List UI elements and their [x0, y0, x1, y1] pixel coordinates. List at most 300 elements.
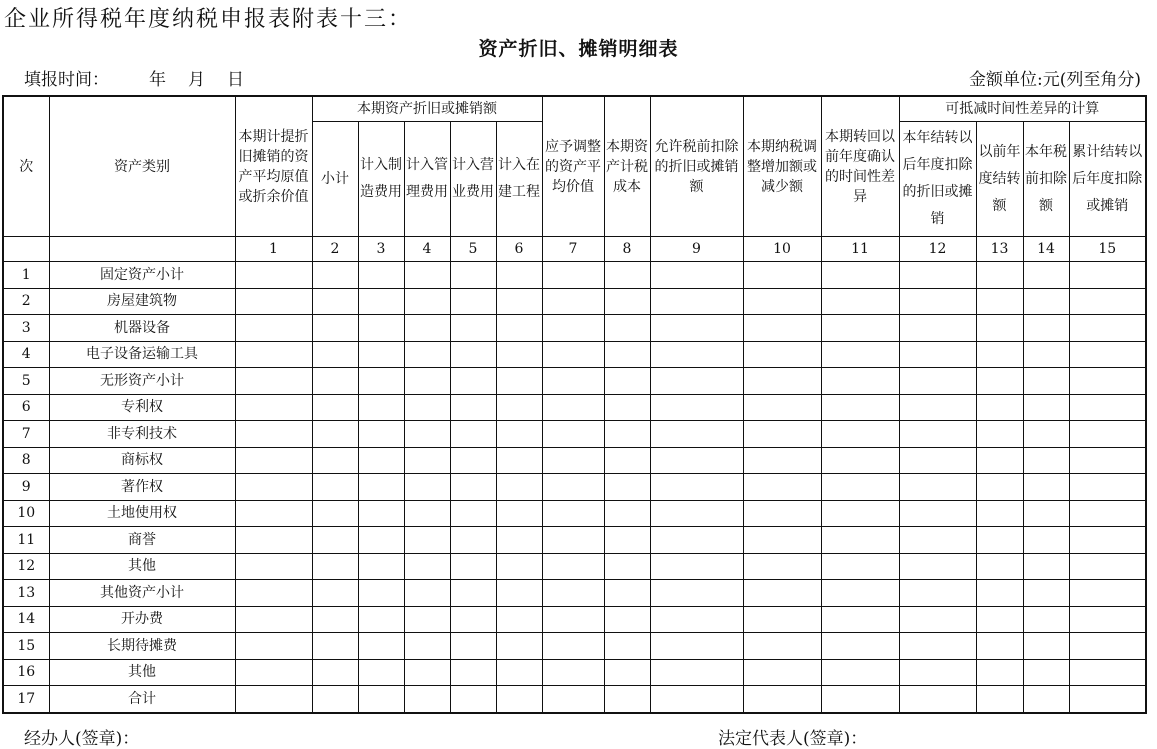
header-col-14: 本年税前扣除额 [1023, 122, 1069, 237]
amount-cell[interactable] [821, 659, 899, 686]
amount-cell[interactable] [496, 474, 542, 501]
amount-cell[interactable] [496, 633, 542, 660]
amount-cell[interactable] [976, 262, 1023, 289]
amount-cell[interactable] [1069, 553, 1146, 580]
amount-cell[interactable] [450, 341, 496, 368]
amount-cell[interactable] [312, 421, 358, 448]
amount-cell[interactable] [1023, 341, 1069, 368]
amount-cell[interactable] [235, 341, 312, 368]
row-number: 12 [3, 553, 49, 580]
amount-cell[interactable] [235, 288, 312, 315]
amount-cell[interactable] [976, 315, 1023, 342]
amount-cell[interactable] [235, 315, 312, 342]
amount-cell[interactable] [235, 474, 312, 501]
amount-cell[interactable] [496, 686, 542, 713]
amount-cell[interactable] [604, 474, 650, 501]
amount-cell[interactable] [235, 527, 312, 554]
amount-cell[interactable] [1069, 394, 1146, 421]
amount-cell[interactable] [358, 606, 404, 633]
amount-cell[interactable] [358, 686, 404, 713]
amount-cell[interactable] [1023, 447, 1069, 474]
amount-cell[interactable] [743, 500, 821, 527]
table-row [3, 606, 1146, 633]
amount-cell[interactable] [1069, 686, 1146, 713]
amount-cell[interactable] [604, 368, 650, 395]
amount-cell[interactable] [821, 527, 899, 554]
amount-cell[interactable] [404, 659, 450, 686]
amount-cell[interactable] [899, 633, 976, 660]
amount-cell[interactable] [404, 447, 450, 474]
amount-cell[interactable] [743, 447, 821, 474]
amount-cell[interactable] [450, 394, 496, 421]
amount-cell[interactable] [1069, 474, 1146, 501]
amount-cell[interactable] [404, 580, 450, 607]
amount-cell[interactable] [899, 686, 976, 713]
amount-cell[interactable] [821, 394, 899, 421]
amount-cell[interactable] [235, 500, 312, 527]
amount-cell[interactable] [899, 368, 976, 395]
amount-cell[interactable] [650, 686, 743, 713]
amount-cell[interactable] [604, 394, 650, 421]
amount-cell[interactable] [235, 686, 312, 713]
header-col-10: 本期纳税调整增加额或减少额 [743, 96, 821, 237]
table-row [3, 659, 1146, 686]
amount-cell[interactable] [404, 500, 450, 527]
header-col-9: 允许税前扣除的折旧或摊销额 [650, 96, 743, 237]
amount-cell[interactable] [743, 394, 821, 421]
amount-cell[interactable] [312, 527, 358, 554]
amount-cell[interactable] [312, 394, 358, 421]
amount-cell[interactable] [821, 500, 899, 527]
column-number: 15 [1069, 237, 1146, 262]
amount-cell[interactable] [1069, 606, 1146, 633]
amount-cell[interactable] [604, 421, 650, 448]
amount-cell[interactable] [235, 368, 312, 395]
amount-cell[interactable] [450, 500, 496, 527]
amount-cell[interactable] [450, 474, 496, 501]
amount-cell[interactable] [358, 474, 404, 501]
amount-cell[interactable] [976, 606, 1023, 633]
row-number: 10 [3, 500, 49, 527]
asset-category: 电子设备运输工具 [49, 341, 235, 368]
amount-cell[interactable] [743, 606, 821, 633]
amount-cell[interactable] [604, 288, 650, 315]
amount-cell[interactable] [899, 527, 976, 554]
blank-cell [49, 237, 235, 262]
amount-cell[interactable] [976, 368, 1023, 395]
amount-cell[interactable] [450, 527, 496, 554]
amount-cell[interactable] [821, 288, 899, 315]
amount-cell[interactable] [542, 500, 604, 527]
amount-cell[interactable] [235, 421, 312, 448]
amount-cell[interactable] [743, 686, 821, 713]
amount-cell[interactable] [1023, 580, 1069, 607]
amount-cell[interactable] [450, 580, 496, 607]
amount-unit: 金额单位:元(列至角分) [969, 70, 1141, 90]
amount-cell[interactable] [312, 500, 358, 527]
amount-cell[interactable] [496, 553, 542, 580]
amount-cell[interactable] [604, 315, 650, 342]
column-number: 14 [1023, 237, 1069, 262]
amount-cell[interactable] [821, 262, 899, 289]
amount-cell[interactable] [743, 262, 821, 289]
amount-cell[interactable] [496, 394, 542, 421]
amount-cell[interactable] [1069, 527, 1146, 554]
amount-cell[interactable] [542, 553, 604, 580]
amount-cell[interactable] [312, 606, 358, 633]
amount-cell[interactable] [604, 500, 650, 527]
amount-cell[interactable] [496, 288, 542, 315]
amount-cell[interactable] [743, 315, 821, 342]
amount-cell[interactable] [899, 288, 976, 315]
table-row [3, 686, 1146, 713]
amount-cell[interactable] [404, 394, 450, 421]
amount-cell[interactable] [235, 606, 312, 633]
amount-cell[interactable] [743, 341, 821, 368]
amount-cell[interactable] [542, 394, 604, 421]
amount-cell[interactable] [604, 553, 650, 580]
amount-cell[interactable] [1069, 341, 1146, 368]
header-col-5: 计入营业费用 [450, 122, 496, 237]
column-number: 11 [821, 237, 899, 262]
amount-cell[interactable] [650, 633, 743, 660]
row-number: 2 [3, 288, 49, 315]
amount-cell[interactable] [976, 500, 1023, 527]
column-number-row [3, 237, 1146, 262]
column-number: 2 [312, 237, 358, 262]
amount-cell[interactable] [604, 659, 650, 686]
amount-cell[interactable] [976, 394, 1023, 421]
amount-cell[interactable] [976, 421, 1023, 448]
amount-cell[interactable] [358, 368, 404, 395]
amount-cell[interactable] [650, 553, 743, 580]
amount-cell[interactable] [450, 686, 496, 713]
row-number: 17 [3, 686, 49, 713]
amount-cell[interactable] [1023, 527, 1069, 554]
amount-cell[interactable] [821, 421, 899, 448]
amount-cell[interactable] [1069, 580, 1146, 607]
amount-cell[interactable] [542, 606, 604, 633]
amount-cell[interactable] [358, 659, 404, 686]
amount-cell[interactable] [650, 421, 743, 448]
amount-cell[interactable] [450, 553, 496, 580]
row-number: 13 [3, 580, 49, 607]
amount-cell[interactable] [450, 606, 496, 633]
amount-cell[interactable] [450, 421, 496, 448]
amount-cell[interactable] [604, 686, 650, 713]
amount-cell[interactable] [976, 447, 1023, 474]
amount-cell[interactable] [450, 262, 496, 289]
amount-cell[interactable] [743, 474, 821, 501]
amount-cell[interactable] [899, 341, 976, 368]
amount-cell[interactable] [604, 341, 650, 368]
amount-cell[interactable] [976, 527, 1023, 554]
header-group-timing: 可抵减时间性差异的计算 [899, 96, 1146, 122]
header-col-13: 以前年度结转额 [976, 122, 1023, 237]
row-number: 14 [3, 606, 49, 633]
amount-cell[interactable] [650, 659, 743, 686]
amount-cell[interactable] [312, 580, 358, 607]
asset-category: 固定资产小计 [49, 262, 235, 289]
amount-cell[interactable] [542, 368, 604, 395]
amount-cell[interactable] [235, 394, 312, 421]
amount-cell[interactable] [821, 474, 899, 501]
amount-cell[interactable] [404, 553, 450, 580]
amount-cell[interactable] [743, 580, 821, 607]
amount-cell[interactable] [743, 288, 821, 315]
amount-cell[interactable] [404, 368, 450, 395]
amount-cell[interactable] [404, 288, 450, 315]
amount-cell[interactable] [821, 686, 899, 713]
amount-cell[interactable] [496, 659, 542, 686]
row-number: 15 [3, 633, 49, 660]
amount-cell[interactable] [312, 474, 358, 501]
header-category: 资产类别 [49, 96, 235, 237]
amount-cell[interactable] [1023, 686, 1069, 713]
header-col-3: 计入制造费用 [358, 122, 404, 237]
amount-cell[interactable] [450, 368, 496, 395]
amount-cell[interactable] [650, 341, 743, 368]
amount-cell[interactable] [235, 447, 312, 474]
amount-cell[interactable] [976, 553, 1023, 580]
amount-cell[interactable] [899, 580, 976, 607]
amount-cell[interactable] [496, 580, 542, 607]
amount-cell[interactable] [358, 262, 404, 289]
amount-cell[interactable] [1069, 368, 1146, 395]
amount-cell[interactable] [821, 341, 899, 368]
amount-cell[interactable] [542, 633, 604, 660]
amount-cell[interactable] [743, 633, 821, 660]
amount-cell[interactable] [312, 659, 358, 686]
amount-cell[interactable] [542, 262, 604, 289]
amount-cell[interactable] [743, 527, 821, 554]
table-row [3, 447, 1146, 474]
amount-cell[interactable] [496, 606, 542, 633]
amount-cell[interactable] [821, 580, 899, 607]
amount-cell[interactable] [604, 262, 650, 289]
amount-cell[interactable] [496, 341, 542, 368]
amount-cell[interactable] [1023, 262, 1069, 289]
amount-cell[interactable] [1069, 288, 1146, 315]
amount-cell[interactable] [404, 315, 450, 342]
amount-cell[interactable] [821, 553, 899, 580]
amount-cell[interactable] [1023, 315, 1069, 342]
amount-cell[interactable] [404, 341, 450, 368]
amount-cell[interactable] [821, 606, 899, 633]
amount-cell[interactable] [743, 553, 821, 580]
amount-cell[interactable] [650, 527, 743, 554]
amount-cell[interactable] [235, 580, 312, 607]
amount-cell[interactable] [542, 686, 604, 713]
amount-cell[interactable] [976, 659, 1023, 686]
amount-cell[interactable] [1023, 606, 1069, 633]
amount-cell[interactable] [358, 447, 404, 474]
row-number: 11 [3, 527, 49, 554]
amount-cell[interactable] [404, 527, 450, 554]
column-number: 9 [650, 237, 743, 262]
amount-cell[interactable] [899, 394, 976, 421]
amount-cell[interactable] [1023, 368, 1069, 395]
amount-cell[interactable] [358, 421, 404, 448]
amount-cell[interactable] [450, 315, 496, 342]
amount-cell[interactable] [899, 474, 976, 501]
amount-cell[interactable] [899, 315, 976, 342]
amount-cell[interactable] [1023, 500, 1069, 527]
amount-cell[interactable] [604, 580, 650, 607]
amount-cell[interactable] [496, 447, 542, 474]
amount-cell[interactable] [650, 474, 743, 501]
amount-cell[interactable] [604, 606, 650, 633]
amount-cell[interactable] [358, 315, 404, 342]
amount-cell[interactable] [358, 580, 404, 607]
amount-cell[interactable] [542, 447, 604, 474]
amount-cell[interactable] [542, 527, 604, 554]
amount-cell[interactable] [743, 421, 821, 448]
amount-cell[interactable] [1023, 474, 1069, 501]
table-row [3, 580, 1146, 607]
amount-cell[interactable] [496, 262, 542, 289]
amount-cell[interactable] [650, 606, 743, 633]
amount-cell[interactable] [1069, 262, 1146, 289]
amount-cell[interactable] [976, 288, 1023, 315]
amount-cell[interactable] [542, 421, 604, 448]
amount-cell[interactable] [450, 447, 496, 474]
amount-cell[interactable] [1069, 633, 1146, 660]
amount-cell[interactable] [312, 262, 358, 289]
table-row [3, 500, 1146, 527]
amount-cell[interactable] [404, 474, 450, 501]
row-number: 8 [3, 447, 49, 474]
amount-cell[interactable] [650, 447, 743, 474]
amount-cell[interactable] [235, 633, 312, 660]
amount-cell[interactable] [821, 315, 899, 342]
amount-cell[interactable] [899, 606, 976, 633]
amount-cell[interactable] [235, 659, 312, 686]
amount-cell[interactable] [358, 394, 404, 421]
amount-cell[interactable] [976, 341, 1023, 368]
amount-cell[interactable] [404, 686, 450, 713]
row-number: 3 [3, 315, 49, 342]
legal-rep-signature: 法定代表人(签章)： [718, 729, 868, 749]
amount-cell[interactable] [358, 288, 404, 315]
amount-cell[interactable] [604, 633, 650, 660]
amount-cell[interactable] [650, 262, 743, 289]
amount-cell[interactable] [358, 553, 404, 580]
amount-cell[interactable] [312, 553, 358, 580]
amount-cell[interactable] [1023, 421, 1069, 448]
amount-cell[interactable] [899, 659, 976, 686]
amount-cell[interactable] [1069, 421, 1146, 448]
amount-cell[interactable] [496, 527, 542, 554]
amount-cell[interactable] [542, 288, 604, 315]
column-number: 13 [976, 237, 1023, 262]
amount-cell[interactable] [496, 500, 542, 527]
asset-category: 无形资产小计 [49, 368, 235, 395]
amount-cell[interactable] [821, 447, 899, 474]
amount-cell[interactable] [450, 659, 496, 686]
amount-cell[interactable] [604, 527, 650, 554]
amount-cell[interactable] [899, 447, 976, 474]
amount-cell[interactable] [404, 633, 450, 660]
amount-cell[interactable] [899, 553, 976, 580]
amount-cell[interactable] [235, 262, 312, 289]
amount-cell[interactable] [899, 500, 976, 527]
amount-cell[interactable] [1023, 553, 1069, 580]
amount-cell[interactable] [899, 421, 976, 448]
amount-cell[interactable] [450, 288, 496, 315]
amount-cell[interactable] [496, 368, 542, 395]
asset-category: 著作权 [49, 474, 235, 501]
amount-cell[interactable] [1023, 633, 1069, 660]
asset-category: 机器设备 [49, 315, 235, 342]
amount-cell[interactable] [743, 659, 821, 686]
amount-cell[interactable] [899, 262, 976, 289]
amount-cell[interactable] [976, 580, 1023, 607]
amount-cell[interactable] [358, 633, 404, 660]
amount-cell[interactable] [821, 633, 899, 660]
amount-cell[interactable] [312, 288, 358, 315]
amount-cell[interactable] [542, 341, 604, 368]
amount-cell[interactable] [650, 368, 743, 395]
amount-cell[interactable] [312, 315, 358, 342]
amount-cell[interactable] [312, 341, 358, 368]
amount-cell[interactable] [976, 474, 1023, 501]
amount-cell[interactable] [496, 315, 542, 342]
asset-category: 开办费 [49, 606, 235, 633]
amount-cell[interactable] [976, 633, 1023, 660]
amount-cell[interactable] [1069, 659, 1146, 686]
amount-cell[interactable] [1069, 500, 1146, 527]
amount-cell[interactable] [650, 288, 743, 315]
amount-cell[interactable] [312, 686, 358, 713]
amount-cell[interactable] [650, 394, 743, 421]
asset-category: 长期待摊费 [49, 633, 235, 660]
table-row [3, 474, 1146, 501]
amount-cell[interactable] [496, 421, 542, 448]
amount-cell[interactable] [542, 315, 604, 342]
amount-cell[interactable] [404, 606, 450, 633]
amount-cell[interactable] [235, 553, 312, 580]
amount-cell[interactable] [1069, 447, 1146, 474]
amount-cell[interactable] [312, 368, 358, 395]
amount-cell[interactable] [404, 421, 450, 448]
amount-cell[interactable] [1023, 659, 1069, 686]
amount-cell[interactable] [358, 527, 404, 554]
amount-cell[interactable] [542, 580, 604, 607]
amount-cell[interactable] [312, 447, 358, 474]
amount-cell[interactable] [821, 368, 899, 395]
amount-cell[interactable] [650, 580, 743, 607]
amount-cell[interactable] [604, 447, 650, 474]
amount-cell[interactable] [976, 686, 1023, 713]
amount-cell[interactable] [650, 500, 743, 527]
asset-category: 非专利技术 [49, 421, 235, 448]
amount-cell[interactable] [542, 474, 604, 501]
amount-cell[interactable] [650, 315, 743, 342]
amount-cell[interactable] [542, 659, 604, 686]
amount-cell[interactable] [358, 341, 404, 368]
table-row [3, 421, 1146, 448]
amount-cell[interactable] [312, 633, 358, 660]
amount-cell[interactable] [1069, 315, 1146, 342]
amount-cell[interactable] [743, 368, 821, 395]
amount-cell[interactable] [404, 262, 450, 289]
amount-cell[interactable] [358, 500, 404, 527]
amount-cell[interactable] [1023, 394, 1069, 421]
row-number: 9 [3, 474, 49, 501]
amount-cell[interactable] [450, 633, 496, 660]
amount-cell[interactable] [1023, 288, 1069, 315]
